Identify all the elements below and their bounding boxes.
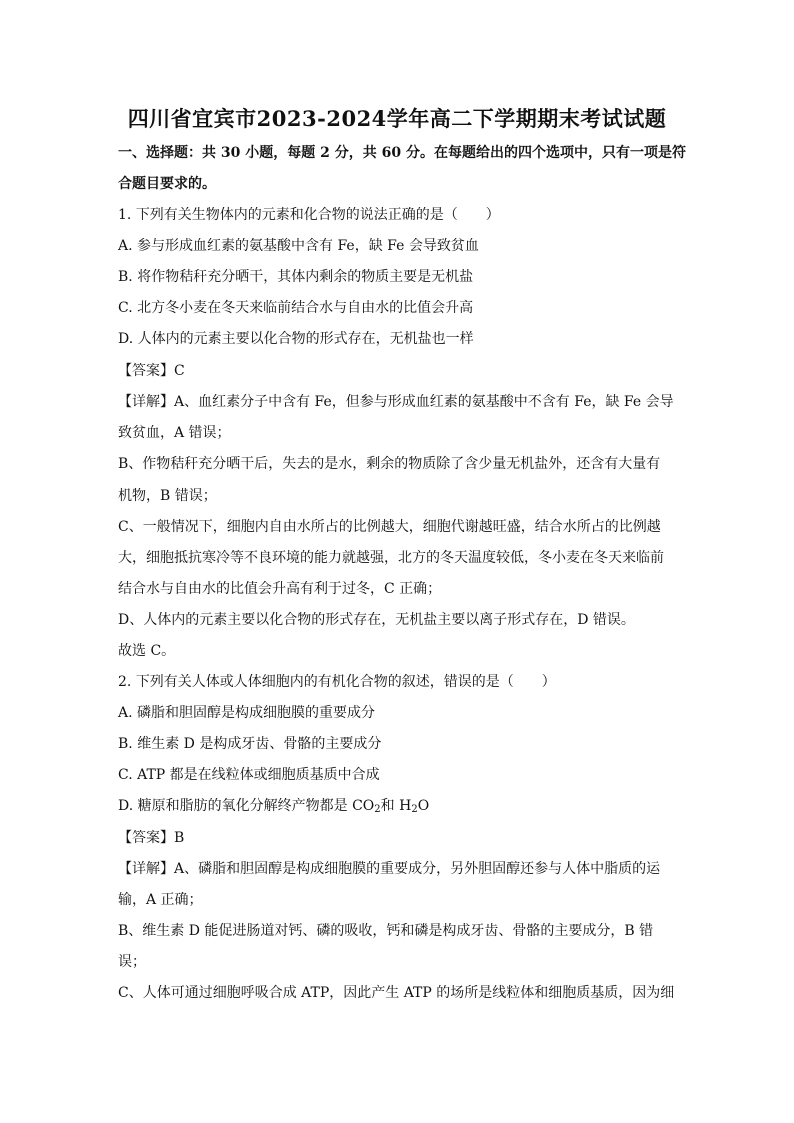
- question-2-detail-line: 误；: [118, 954, 146, 970]
- question-2-detail-line: 【详解】A、磷脂和胆固醇是构成细胞膜的重要成分，另外胆固醇还参与人体中脂质的运: [118, 861, 661, 877]
- question-1-detail-line: 结合水与自由水的比值会升高有利于过冬，C 正确；: [118, 581, 442, 597]
- question-1-option-d: D. 人体内的元素主要以化合物的形式存在，无机盐也一样: [118, 331, 474, 347]
- document-title: 四川省宜宾市2023-2024学年高二下学期期末考试试题: [127, 106, 667, 131]
- question-1-detail-line: B、作物秸秆充分晒干后，失去的是水，剩余的物质除了含少量无机盐外，还含有大量有: [118, 456, 661, 472]
- question-1-detail-line: D、人体内的元素主要以化合物的形式存在，无机盐主要以离子形式存在，D 错误。: [118, 612, 635, 628]
- question-2-detail-line: 输，A 正确；: [118, 892, 203, 908]
- question-2-option-c: C. ATP 都是在线粒体或细胞质基质中合成: [118, 767, 380, 783]
- question-2-option-d: [118, 796, 678, 816]
- subscript-2: 2: [411, 804, 418, 815]
- question-1-option-c: C. 北方冬小麦在冬天来临前结合水与自由水的比值会升高: [118, 300, 474, 316]
- question-2-option-a: A. 磷脂和胆固醇是构成细胞膜的重要成分: [118, 705, 376, 721]
- question-1-detail-line: 大，细胞抵抗寒冷等不良环境的能力就越强，北方的冬天温度较低，冬小麦在冬天来临前: [118, 550, 664, 566]
- question-1-detail-line: 致贫血，A 错误；: [118, 425, 231, 441]
- question-1-detail-line: 故选 C。: [118, 643, 176, 659]
- section-instruction-line-2: 合题目要求的。: [118, 176, 216, 192]
- question-1-option-b: B. 将作物秸秆充分晒干，其体内剩余的物质主要是无机盐: [118, 269, 474, 285]
- question-1-detail-line: C、一般情况下，细胞内自由水所占的比例越大，细胞代谢越旺盛，结合水所占的比例越: [118, 519, 661, 535]
- question-2-answer: 【答案】B: [118, 830, 185, 846]
- option-d-text-mid: 和 H: [380, 798, 412, 814]
- question-2-stem: 2. 下列有关人体或人体细胞内的有机化合物的叙述，错误的是（ ）: [118, 674, 556, 690]
- question-1-option-a: A. 参与形成血红素的氨基酸中含有 Fe，缺 Fe 会导致贫血: [118, 238, 479, 254]
- question-1-detail-line: 机物，B 错误；: [118, 488, 217, 504]
- question-1-stem: 1. 下列有关生物体内的元素和化合物的说法正确的是（ ）: [118, 207, 500, 223]
- section-instruction-line-1: 一、选择题：共 30 小题，每题 2 分，共 60 分。在每题给出的四个选项中，只有一项是符: [118, 145, 686, 161]
- option-d-text-start: D. 糖原和脂肪的氧化分解终产物都是 CO: [118, 798, 375, 814]
- question-1-answer: 【答案】C: [118, 363, 185, 379]
- subscript-2: 2: [374, 804, 381, 815]
- question-2-detail-line: C、人体可通过细胞呼吸合成 ATP，因此产生 ATP 的场所是线粒体和细胞质基质，因为细: [118, 985, 675, 1001]
- option-d-text-end: O: [417, 798, 430, 814]
- question-2-detail-line: B、维生素 D 能促进肠道对钙、磷的吸收，钙和磷是构成牙齿、骨骼的主要成分，B 错: [118, 923, 654, 939]
- question-2-option-b: B. 维生素 D 是构成牙齿、骨骼的主要成分: [118, 736, 382, 752]
- question-1-detail-line: 【详解】A、血红素分子中含有 Fe，但参与形成血红素的氨基酸中不含有 Fe，缺 Fe 会导: [118, 394, 674, 410]
